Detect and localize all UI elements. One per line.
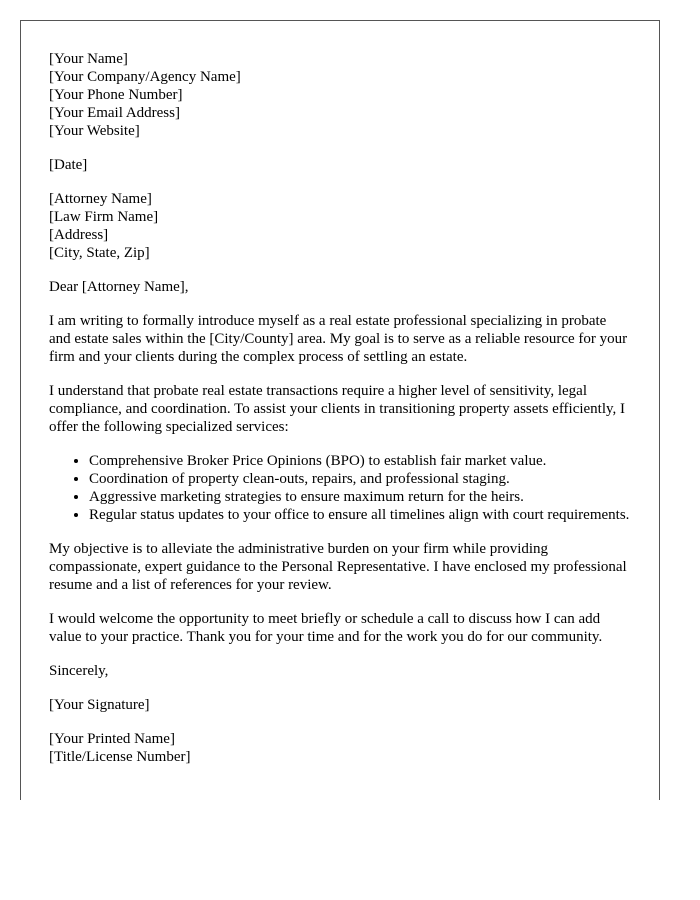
sender-phone: [Your Phone Number]: [49, 87, 183, 103]
sender-email: [Your Email Address]: [49, 105, 180, 121]
sender-website: [Your Website]: [49, 123, 140, 139]
list-item: • Aggressive marketing strategies to ensure maximum return for the heirs.: [89, 488, 631, 506]
objective-paragraph: My objective is to alleviate the administrative burden on your firm while providing compassionate, expert guidance to the Personal Representative. I have enclosed my professional resume and a list of references for your review.: [49, 541, 627, 593]
letter-page: [20, 20, 660, 800]
date-block: [49, 156, 631, 174]
salutation: Dear [Attorney Name],: [49, 279, 189, 295]
signature-block: [49, 730, 631, 766]
letter-date: [Date]: [49, 157, 88, 173]
title-license: [Title/License Number]: [49, 749, 191, 765]
intro-paragraph: I am writing to formally introduce myself as a real estate professional specializing in probate and estate sales within the [City/County] area. My goal is to serve as a reliable resource for your firm and your clients during the complex process of settling an estate.: [49, 313, 628, 365]
printed-name: [Your Printed Name]: [49, 731, 175, 747]
recipient-name: [Attorney Name]: [49, 191, 152, 207]
sender-block: [49, 50, 631, 140]
closing-paragraph: I would welcome the opportunity to meet briefly or schedule a call to discuss how I can add value to your practice. Thank you for your time and for the work you do for our community.: [49, 611, 603, 645]
signature: [Your Signature]: [49, 697, 150, 713]
services-intro-paragraph: I understand that probate real estate transactions require a higher level of sensitivity, legal compliance, and coordination. To assist your clients in transitioning property assets efficiently, I offer the following specialized services:: [49, 383, 626, 435]
recipient-block: [49, 190, 631, 262]
list-item: • Regular status updates to your office to ensure all timelines align with court requirements.: [89, 506, 631, 524]
signoff: Sincerely,: [49, 663, 109, 679]
list-item: • Comprehensive Broker Price Opinions (BPO) to establish fair market value.: [89, 452, 631, 470]
recipient-address: [Address]: [49, 227, 109, 243]
recipient-city-state-zip: [City, State, Zip]: [49, 245, 150, 261]
sender-name: [Your Name]: [49, 51, 128, 67]
list-item: • Coordination of property clean-outs, repairs, and professional staging.: [89, 470, 631, 488]
services-list: [49, 452, 631, 524]
sender-company: [Your Company/Agency Name]: [49, 69, 241, 85]
recipient-firm: [Law Firm Name]: [49, 209, 159, 225]
